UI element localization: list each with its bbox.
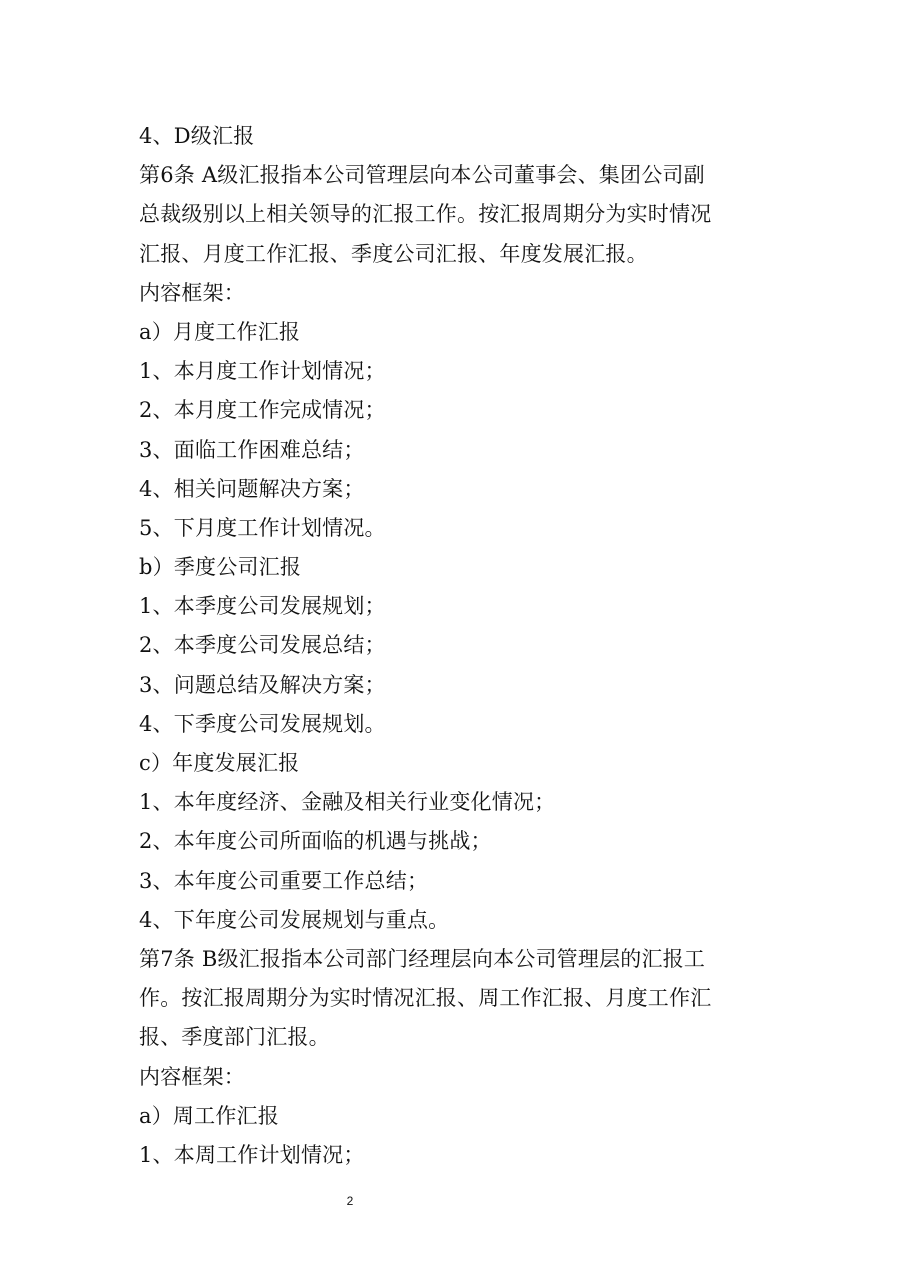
subsection-heading: a）周工作汇报 <box>139 1103 279 1128</box>
list-item: 5、下月度工作计划情况。 <box>139 515 386 540</box>
text-line: 4、D级汇报 <box>139 124 255 148</box>
text-line: 作。按汇报周期分为实时情况汇报、周工作汇报、月度工作汇 <box>139 986 712 1011</box>
subsection-heading: c）年度发展汇报 <box>139 751 300 775</box>
text-line: 总裁级别以上相关领导的汇报工作。按汇报周期分为实时情况 <box>139 202 712 227</box>
text-line: 第7条 B级汇报指本公司部门经理层向本公司管理层的汇报工 <box>139 946 706 971</box>
list-item: 1、本季度公司发展规划； <box>139 594 386 619</box>
text-line: 汇报、月度工作汇报、季度公司汇报、年度发展汇报。 <box>139 241 648 266</box>
subsection-heading: b）季度公司汇报 <box>139 555 302 580</box>
list-item: 1、本年度经济、金融及相关行业变化情况； <box>139 790 556 815</box>
list-item: 1、本月度工作计划情况； <box>139 359 386 384</box>
section-heading: 内容框架： <box>139 1064 245 1089</box>
text-line: 报、季度部门汇报。 <box>139 1025 330 1050</box>
page-number: 2 <box>346 1194 354 1208</box>
text-line: 第6条 A级汇报指本公司管理层向本公司董事会、集团公司副 <box>139 163 705 188</box>
list-item: 3、本年度公司重要工作总结； <box>139 868 429 893</box>
subsection-heading: a）月度工作汇报 <box>139 319 301 344</box>
list-item: 4、下季度公司发展规划。 <box>139 711 386 736</box>
list-item: 2、本月度工作完成情况； <box>139 398 386 423</box>
list-item: 4、相关问题解决方案； <box>139 476 365 501</box>
list-item: 3、问题总结及解决方案； <box>139 672 386 697</box>
section-heading: 内容框架： <box>139 280 245 305</box>
list-item: 2、本年度公司所面临的机遇与挑战； <box>139 829 492 854</box>
list-item: 1、本周工作计划情况； <box>139 1142 365 1167</box>
document-body <box>139 117 779 1175</box>
list-item: 2、本季度公司发展总结； <box>139 633 386 658</box>
list-item: 4、下年度公司发展规划与重点。 <box>139 907 450 932</box>
list-item: 3、面临工作困难总结； <box>139 437 365 462</box>
